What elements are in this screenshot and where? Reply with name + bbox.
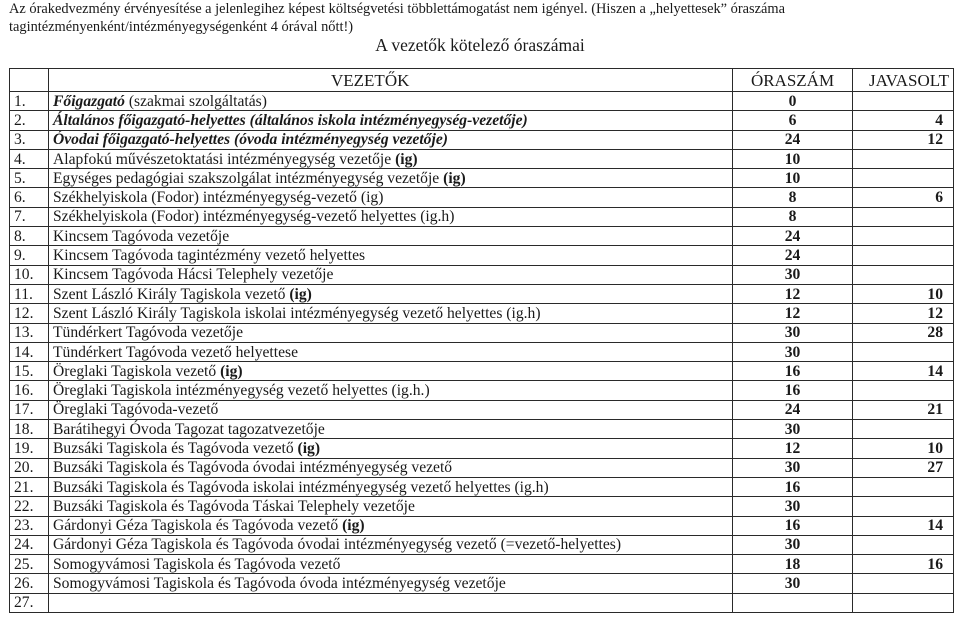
row-hours: 24 [733,246,853,265]
row-number: 23. [10,516,49,535]
table-row [10,188,954,207]
row-number: 10. [10,265,49,284]
header-number [10,69,49,92]
row-recommended: 4 [853,111,954,130]
row-leader-title [49,207,733,226]
table-row [10,458,954,477]
row-number: 2. [10,111,49,130]
row-recommended [853,207,954,226]
row-recommended [853,265,954,284]
row-number: 6. [10,188,49,207]
row-number: 27. [10,593,49,612]
leader-title-text: Gárdonyi Géza Tagiskola és Tagóvoda óvodai intézményegység vezető (=vezető-helyettes) [53,536,622,554]
table-row [10,535,954,554]
row-hours: 30 [733,458,853,477]
row-recommended [853,169,954,188]
row-recommended: 10 [853,284,954,303]
row-hours: 30 [733,265,853,284]
row-recommended [853,381,954,400]
table-row [10,362,954,381]
row-leader-title [49,362,733,381]
row-number: 17. [10,400,49,419]
leader-title-text: Általános főigazgató-helyettes (általános iskola intézményegység-vezetője) [53,111,528,129]
row-recommended: 28 [853,323,954,342]
row-hours: 24 [733,227,853,246]
row-leader-title [49,381,733,400]
row-leader-title [49,400,733,419]
leaders-hours-table [9,68,954,613]
row-leader-title [49,555,733,574]
leader-title-text: Kincsem Tagóvoda vezetője [53,227,230,245]
header-recommended: JAVASOLT [853,69,954,92]
row-number: 8. [10,227,49,246]
leader-title-text: Kincsem Tagóvoda Hácsi Telephely vezetője [53,266,334,284]
leader-title-suffix: (ig) [338,517,365,535]
leader-title-text: Tündérkert Tagóvoda vezetője [53,324,243,342]
table-row [10,265,954,284]
row-recommended [853,497,954,516]
row-recommended: 16 [853,555,954,574]
row-hours: 30 [733,535,853,554]
table-row [10,593,954,612]
row-number: 14. [10,342,49,361]
row-leader-title [49,111,733,130]
table-row [10,439,954,458]
row-recommended [853,149,954,168]
table-row [10,477,954,496]
row-leader-title [49,130,733,149]
row-leader-title [49,265,733,284]
row-recommended [853,574,954,593]
row-leader-title [49,284,733,303]
row-hours: 10 [733,149,853,168]
row-leader-title [49,323,733,342]
row-number: 26. [10,574,49,593]
row-number: 7. [10,207,49,226]
row-leader-title [49,574,733,593]
table-row [10,284,954,303]
row-leader-title [49,169,733,188]
row-leader-title [49,516,733,535]
row-recommended: 14 [853,362,954,381]
leader-title-suffix: (ig) [293,439,321,457]
row-recommended: 21 [853,400,954,419]
row-leader-title [49,439,733,458]
table-row [10,420,954,439]
leader-title-suffix: (ig) [439,169,466,187]
row-number: 1. [10,92,49,111]
table-row [10,304,954,323]
row-number: 5. [10,169,49,188]
row-hours: 8 [733,207,853,226]
table-row [10,497,954,516]
row-hours: 18 [733,555,853,574]
row-leader-title [49,342,733,361]
table-row [10,400,954,419]
row-recommended [853,420,954,439]
table-row [10,149,954,168]
leader-title-text: Tündérkert Tagóvoda vezető helyettese [53,343,298,361]
row-recommended: 12 [853,130,954,149]
leader-title-text: Buzsáki Tagiskola és Tagóvoda iskolai intézményegység vezető helyettes (ig.h) [53,478,549,496]
table-row [10,169,954,188]
table-header-row [10,69,954,92]
leader-title-text: Öreglaki Tagiskola vezető [53,362,217,380]
row-leader-title [49,593,733,612]
row-number: 4. [10,149,49,168]
leader-title-suffix: (ig) [391,150,418,168]
row-hours: 16 [733,516,853,535]
leader-title-text: Szent László Király Tagiskola iskolai intézményegység vezető helyettes (ig.h) [53,304,541,322]
table-row [10,111,954,130]
row-number: 12. [10,304,49,323]
row-hours: 12 [733,304,853,323]
leader-title-text: Barátihegyi Óvoda Tagozat tagozatvezetője [53,420,325,438]
row-hours: 8 [733,188,853,207]
leader-title-text: Egységes pedagógiai szakszolgálat intézményegység vezetője [53,169,440,187]
leader-title-text: Kincsem Tagóvoda tagintézmény vezető helyettes [53,247,366,265]
row-recommended [853,593,954,612]
row-hours: 0 [733,92,853,111]
row-hours: 24 [733,130,853,149]
leader-title-text: Szent László Király Tagiskola vezető [53,285,286,303]
row-hours: 30 [733,342,853,361]
row-leader-title [49,149,733,168]
row-number: 9. [10,246,49,265]
row-recommended [853,246,954,265]
leader-title-text: Székhelyiskola (Fodor) intézményegység-vezető (ig) [53,189,384,207]
row-hours: 12 [733,439,853,458]
header-leaders: VEZETŐK [49,69,733,92]
row-recommended: 6 [853,188,954,207]
row-hours: 30 [733,323,853,342]
row-recommended [853,227,954,246]
leader-title-text: Óvodai főigazgató-helyettes (óvoda intézményegység vezetője) [53,131,448,149]
leader-title-text: Székhelyiskola (Fodor) intézményegység-vezető helyettes (ig.h) [53,208,455,226]
row-hours: 16 [733,362,853,381]
row-number: 3. [10,130,49,149]
row-leader-title [49,458,733,477]
row-hours: 12 [733,284,853,303]
header-hours: ÓRASZÁM [733,69,853,92]
row-recommended: 12 [853,304,954,323]
row-leader-title [49,477,733,496]
row-number: 25. [10,555,49,574]
page-title: A vezetők kötelező óraszámai [375,35,585,55]
intro-line-2: tagintézményenként/intézményegységenként 4 órával nőtt!) [9,19,354,35]
row-leader-title [49,92,733,111]
leader-title-text: Somogyvámosi Tagiskola és Tagóvoda óvoda intézményegység vezetője [53,575,506,593]
row-number: 24. [10,535,49,554]
row-hours: 6 [733,111,853,130]
leader-title-text: Alapfokú művészetoktatási intézményegység vezetője [53,150,392,168]
row-number: 19. [10,439,49,458]
table-row [10,342,954,361]
row-recommended [853,342,954,361]
row-hours [733,593,853,612]
table-row [10,130,954,149]
intro-paragraph [9,0,953,36]
row-leader-title [49,188,733,207]
table-row [10,207,954,226]
leader-title-suffix: (ig) [216,362,243,380]
row-number: 18. [10,420,49,439]
table-body [10,92,954,613]
row-number: 21. [10,477,49,496]
row-recommended: 14 [853,516,954,535]
row-hours: 24 [733,400,853,419]
row-leader-title [49,420,733,439]
row-hours: 30 [733,574,853,593]
row-number: 22. [10,497,49,516]
leader-title-suffix: (ig) [285,285,312,303]
row-leader-title [49,304,733,323]
leader-title-text: Gárdonyi Géza Tagiskola és Tagóvoda vezető [53,517,339,535]
table-row [10,516,954,535]
row-leader-title [49,535,733,554]
row-number: 16. [10,381,49,400]
row-hours: 10 [733,169,853,188]
leader-title-text: Buzsáki Tagiskola és Tagóvoda óvodai intézményegység vezető [53,459,453,477]
table-row [10,227,954,246]
leader-title-emphasis: Főigazgató [53,92,125,110]
row-number: 13. [10,323,49,342]
table-row [10,92,954,111]
leader-title-text: Buzsáki Tagiskola és Tagóvoda vezető [53,439,294,457]
row-hours: 16 [733,381,853,400]
leader-title-rest: (szakmai szolgáltatás) [124,92,267,110]
table-row [10,555,954,574]
row-hours: 30 [733,497,853,516]
row-leader-title [49,497,733,516]
row-hours: 16 [733,477,853,496]
row-recommended: 27 [853,458,954,477]
table-row [10,574,954,593]
row-number: 20. [10,458,49,477]
leader-title-text: Buzsáki Tagiskola és Tagóvoda Táskai Telephely vezetője [53,497,415,515]
row-recommended [853,535,954,554]
row-recommended [853,92,954,111]
row-number: 15. [10,362,49,381]
row-leader-title [49,227,733,246]
table-row [10,246,954,265]
row-hours: 30 [733,420,853,439]
row-recommended: 10 [853,439,954,458]
row-recommended [853,477,954,496]
intro-line-1: Az órakedvezmény érvényesítése a jelenlegihez képest költségvetési többlettámogatást nem igényel. (Hiszen a „helyettesek” óraszáma [9,1,785,17]
leader-title-text: Öreglaki Tagiskola intézményegység vezető helyettes (ig.h.) [53,382,430,400]
row-number: 11. [10,284,49,303]
leader-title-text: Öreglaki Tagóvoda-vezető [53,401,219,419]
table-row [10,381,954,400]
leader-title-text: Somogyvámosi Tagiskola és Tagóvoda vezető [53,555,341,573]
table-row [10,323,954,342]
row-leader-title [49,246,733,265]
